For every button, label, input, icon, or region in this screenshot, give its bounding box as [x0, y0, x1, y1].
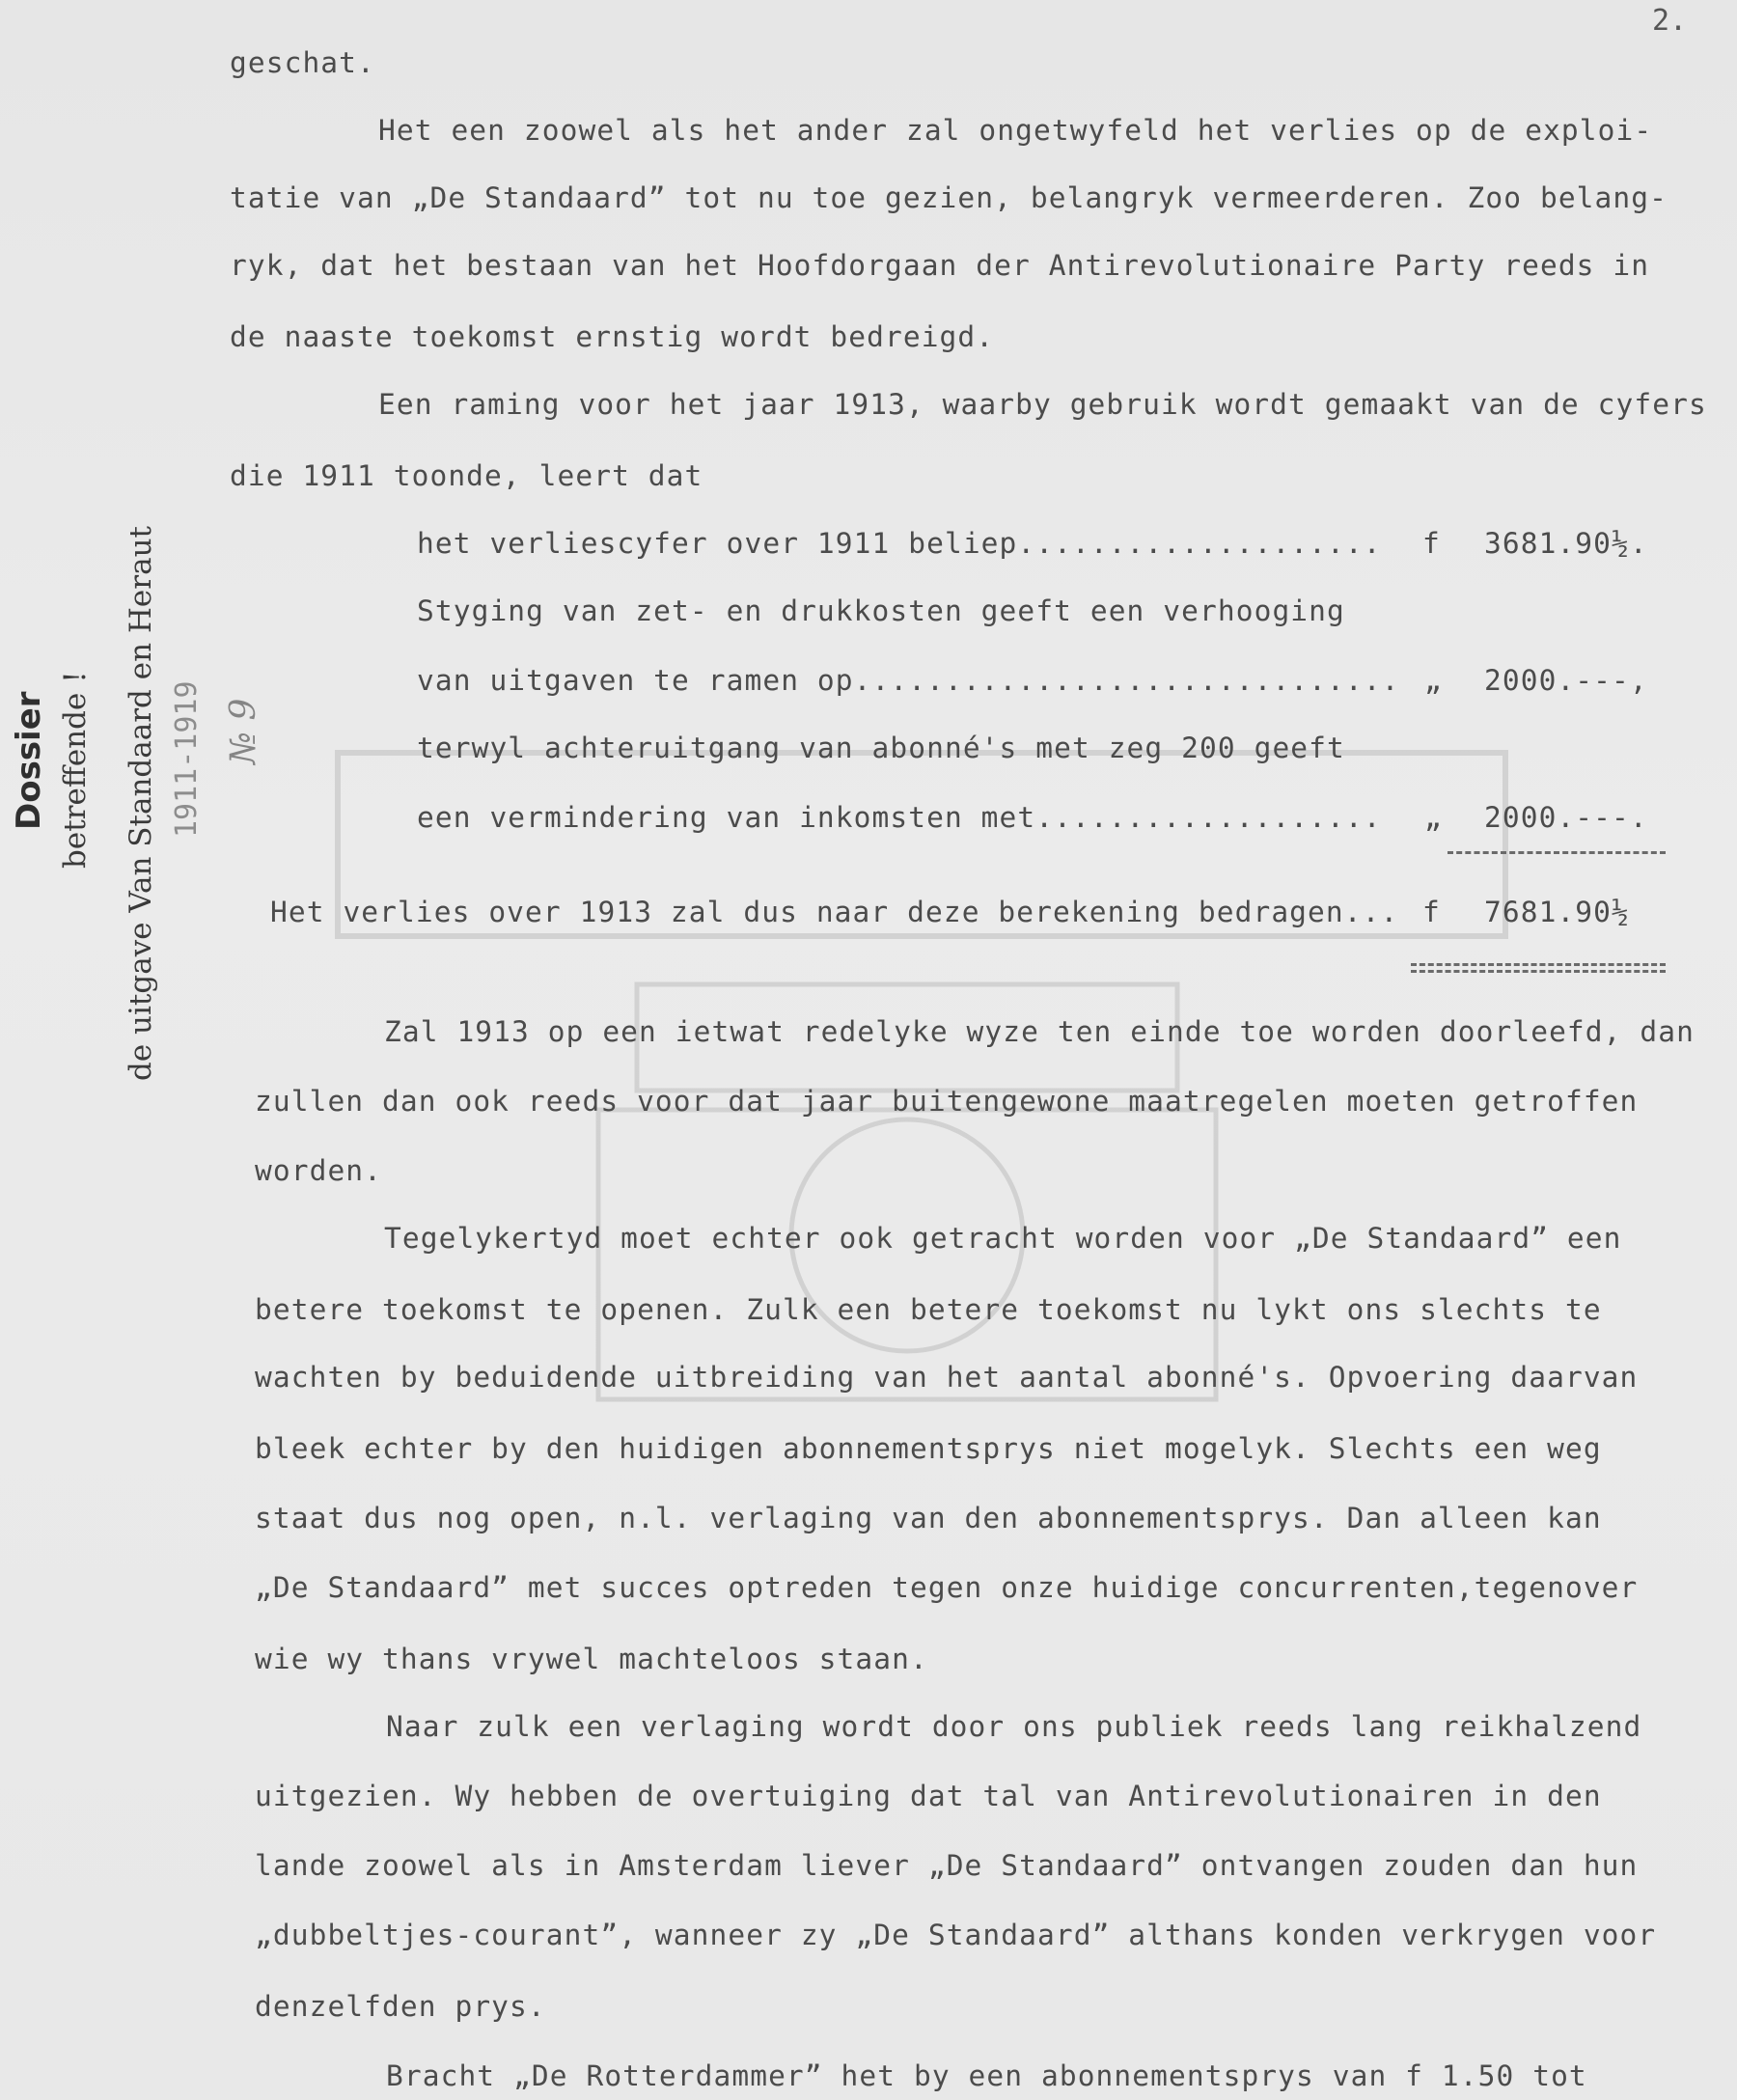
margin-handwritten-number: № 9 — [224, 698, 263, 764]
sum-rule — [1448, 851, 1666, 854]
text-line: Naar zulk een verlaging wordt door ons publiek reeds lang reikhalzend — [386, 1710, 1642, 1743]
margin-dossier-title: Dossier — [10, 691, 48, 830]
calc-row-1-mark: f — [1422, 527, 1441, 560]
text-line: die 1911 toonde, leert dat — [230, 459, 703, 492]
calc-row-1-text: het verliescyfer over 1911 beliep.................... — [417, 527, 1382, 560]
margin-betreffende: betreffende ! — [58, 671, 93, 869]
text-line: tatie van „De Standaard” tot nu toe gezien, belangryk vermeerderen. Zoo belang- — [230, 181, 1668, 214]
calc-row-5-amount: 2000.---. — [1484, 801, 1648, 834]
margin-uitgave: de uitgave Van Standaard en Heraut — [124, 526, 158, 1081]
calc-row-3-mark: „ — [1424, 664, 1443, 697]
text-line: Bracht „De Rotterdammer” het by een abonnementsprys van f 1.50 tot — [386, 2059, 1587, 2092]
text-line: ryk, dat het bestaan van het Hoofdorgaan der Antirevolutionaire Party reeds in — [230, 249, 1650, 282]
text-line: betere toekomst te openen. Zulk een betere toekomst nu lykt ons slechts te — [255, 1293, 1602, 1326]
calc-row-2-text: Styging van zet- en drukkosten geeft een verhooging — [417, 594, 1345, 627]
calc-row-5-text: een vermindering van inkomsten met................... — [417, 801, 1382, 834]
text-line: wachten by beduidende uitbreiding van het aantal abonné's. Opvoering daarvan — [255, 1361, 1639, 1394]
calc-total-mark: f — [1422, 896, 1441, 928]
calc-row-5-mark: „ — [1424, 801, 1443, 834]
text-line: geschat. — [230, 46, 375, 79]
text-line: Het een zoowel als het ander zal ongetwyfeld het verlies op de exploi- — [378, 114, 1653, 147]
calc-total-text: Het verlies over 1913 zal dus naar deze berekening bedragen... — [270, 896, 1399, 928]
text-line: „dubbeltjes-courant”, wanneer zy „De Standaard” althans konden verkrygen voor — [255, 1919, 1657, 1951]
calc-row-3-amount: 2000.---, — [1484, 664, 1648, 697]
calc-row-1-amount: 3681.90½. — [1484, 527, 1648, 560]
calc-total-amount: 7681.90½ — [1484, 896, 1630, 928]
text-line: bleek echter by den huidigen abonnementsprys niet mogelyk. Slechts een weg — [255, 1432, 1602, 1465]
text-line: denzelfden prys. — [255, 1990, 546, 2023]
text-line: wie wy thans vrywel machteloos staan. — [255, 1643, 928, 1675]
text-line: staat dus nog open, n.l. verlaging van den abonnementsprys. Dan alleen kan — [255, 1502, 1602, 1534]
text-line: Tegelykertyd moet echter ook getracht worden voor „De Standaard” een — [384, 1222, 1622, 1255]
calc-row-4-text: terwyl achteruitgang van abonné's met zeg 200 geeft — [417, 732, 1345, 764]
total-double-rule — [1411, 963, 1666, 966]
page-number: 2. — [1652, 4, 1688, 38]
margin-years-stamp: 1911-1919 — [170, 680, 204, 838]
text-line: Zal 1913 op een ietwat redelyke wyze ten einde toe worden doorleefd, dan — [384, 1015, 1695, 1048]
text-line: uitgezien. Wy hebben de overtuiging dat tal van Antirevolutionairen in den — [255, 1780, 1602, 1812]
text-line: zullen dan ook reeds voor dat jaar buitengewone maatregelen moeten getroffen — [255, 1085, 1639, 1118]
text-line: de naaste toekomst ernstig wordt bedreigd. — [230, 320, 995, 353]
text-line: worden. — [255, 1154, 383, 1187]
text-line: lande zoowel als in Amsterdam liever „De Standaard” ontvangen zouden dan hun — [255, 1849, 1639, 1882]
text-line: „De Standaard” met succes optreden tegen onze huidige concurrenten,tegenover — [255, 1571, 1639, 1604]
text-line: Een raming voor het jaar 1913, waarby gebruik wordt gemaakt van de cyfers — [378, 388, 1707, 421]
calc-row-3-text: van uitgaven te ramen op.............................. — [417, 664, 1400, 697]
